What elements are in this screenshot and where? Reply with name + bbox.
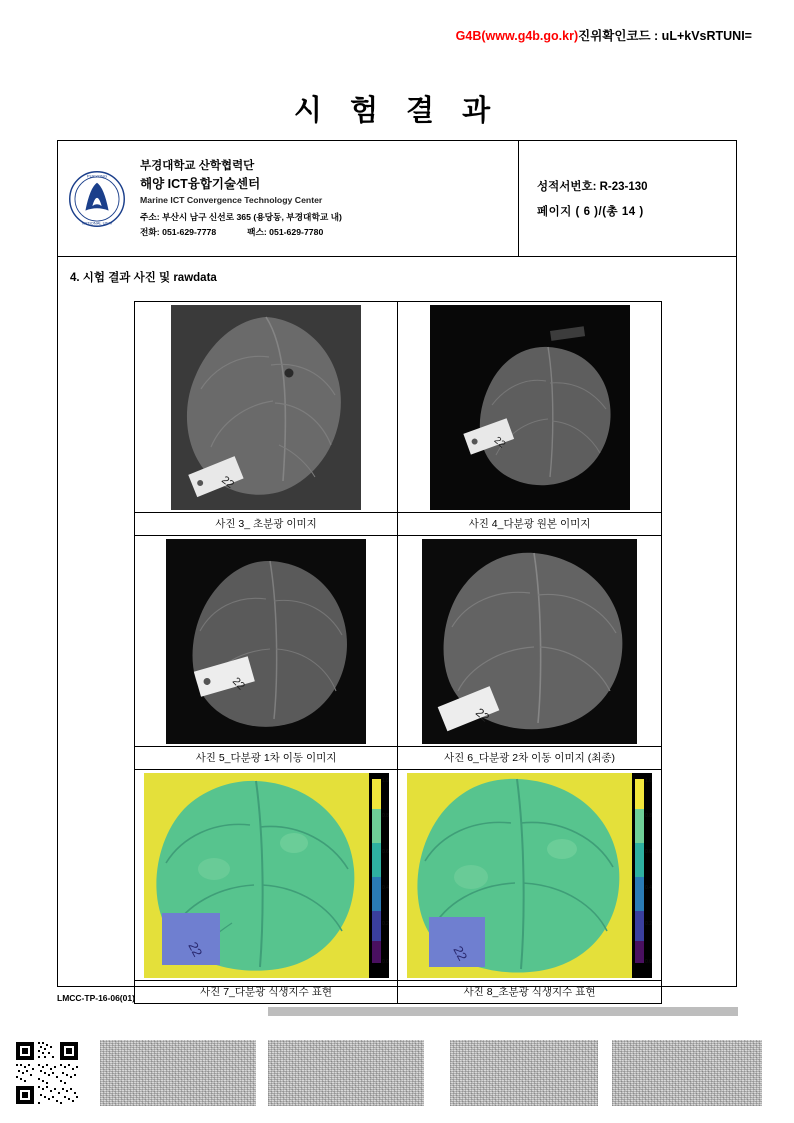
watermark-site: G4B(www.g4b.go.kr) xyxy=(455,29,579,43)
multispectral-original-leaf-image xyxy=(430,305,630,510)
photo-cell-3 xyxy=(135,302,398,536)
svg-text:1.0: 1.0 xyxy=(381,777,389,784)
svg-text:22: 22 xyxy=(450,942,471,963)
photo-caption-4: 사진 4_다분광 원본 이미지 xyxy=(398,512,661,535)
svg-text:22: 22 xyxy=(184,938,205,959)
org-name-line2: 해양 ICT융합기술센터 xyxy=(140,176,261,191)
multispectral-vegetation-index-image xyxy=(144,773,389,978)
svg-text:22: 22 xyxy=(472,704,493,725)
multispectral-shift1-leaf-image xyxy=(166,539,366,744)
org-tel-value: 051-629-7778 xyxy=(162,227,217,238)
photo-cell-8 xyxy=(398,770,661,1003)
scan-noise-block-4 xyxy=(612,1040,762,1106)
photo-image-5 xyxy=(135,536,397,746)
svg-text:0.8: 0.8 xyxy=(381,812,389,819)
page-number: 페이지 ( 6 )/(총 14 ) xyxy=(537,206,644,218)
footer-gray-bar xyxy=(268,1007,738,1016)
scan-noise-block-2 xyxy=(268,1040,424,1106)
svg-text:0.8: 0.8 xyxy=(645,812,652,819)
photo-image-4 xyxy=(398,302,661,512)
svg-text:0.0: 0.0 xyxy=(645,958,652,965)
org-name-line1: 부경대학교 산학협력단 xyxy=(140,160,255,173)
results-photo-grid xyxy=(134,301,662,1004)
photo-image-7 xyxy=(135,770,397,980)
scan-noise-block-3 xyxy=(450,1040,598,1106)
org-name-english: Marine ICT Convergence Technology Center xyxy=(140,194,323,205)
org-fax-label: 팩스: xyxy=(247,227,267,238)
photo-image-6 xyxy=(398,536,661,746)
organization-block xyxy=(58,141,519,256)
svg-text:0.2: 0.2 xyxy=(381,920,389,927)
hyperspectral-leaf-image xyxy=(171,305,361,510)
section-heading: 4. 시험 결과 사진 및 rawdata xyxy=(70,272,217,284)
svg-text:0.6: 0.6 xyxy=(381,848,389,855)
svg-text:PUKYONG: PUKYONG xyxy=(86,173,108,179)
photo-cell-6 xyxy=(398,536,661,770)
photo-cell-7 xyxy=(135,770,398,1003)
photo-cell-4 xyxy=(398,302,661,536)
svg-text:22: 22 xyxy=(229,674,248,692)
verification-watermark xyxy=(456,26,752,44)
photo-caption-7: 사진 7_다분광 식생지수 표현 xyxy=(135,980,397,1003)
svg-text:NATIONAL UNIV: NATIONAL UNIV xyxy=(81,220,113,226)
photo-cell-5 xyxy=(135,536,398,770)
photo-row-3 xyxy=(135,770,661,1003)
svg-text:22: 22 xyxy=(219,473,237,491)
form-code: LMCC-TP-16-06(01) xyxy=(57,993,135,1003)
svg-text:0.4: 0.4 xyxy=(645,884,652,891)
photo-image-8 xyxy=(398,770,661,980)
certificate-info xyxy=(519,141,736,256)
org-fax-value: 051-629-7780 xyxy=(269,227,324,238)
photo-caption-8: 사진 8_초분광 식생지수 표현 xyxy=(398,980,661,1003)
page-title: 시 험 결 과 xyxy=(293,95,501,127)
university-emblem-icon xyxy=(68,170,126,228)
svg-text:1.0: 1.0 xyxy=(645,777,652,784)
watermark-code: 진위확인코드 : uL+kVsRTUNI= xyxy=(578,29,752,43)
photo-caption-3: 사진 3_ 초분광 이미지 xyxy=(135,512,397,535)
svg-text:0.4: 0.4 xyxy=(381,884,389,891)
hyperspectral-vegetation-index-image xyxy=(407,773,652,978)
multispectral-shift2-leaf-image xyxy=(422,539,637,744)
svg-text:0.6: 0.6 xyxy=(645,848,652,855)
svg-text:0.2: 0.2 xyxy=(645,920,652,927)
photo-caption-5: 사진 5_다분광 1차 이동 이미지 xyxy=(135,746,397,769)
scan-noise-block-1 xyxy=(100,1040,256,1106)
verification-qr-code-icon xyxy=(14,1040,80,1106)
svg-text:0.0: 0.0 xyxy=(381,958,389,965)
certificate-number: 성적서번호: R-23-130 xyxy=(537,181,648,193)
photo-row-2 xyxy=(135,536,661,770)
photo-image-3 xyxy=(135,302,397,512)
photo-caption-6: 사진 6_다분광 2차 이동 이미지 (최종) xyxy=(398,746,661,769)
photo-row-1 xyxy=(135,302,661,536)
report-header xyxy=(58,141,736,257)
org-tel-label: 전화: xyxy=(140,227,160,238)
svg-text:22: 22 xyxy=(491,434,507,450)
org-address: 주소: 부산시 남구 신선로 365 (용당동, 부경대학교 내) xyxy=(140,211,342,222)
